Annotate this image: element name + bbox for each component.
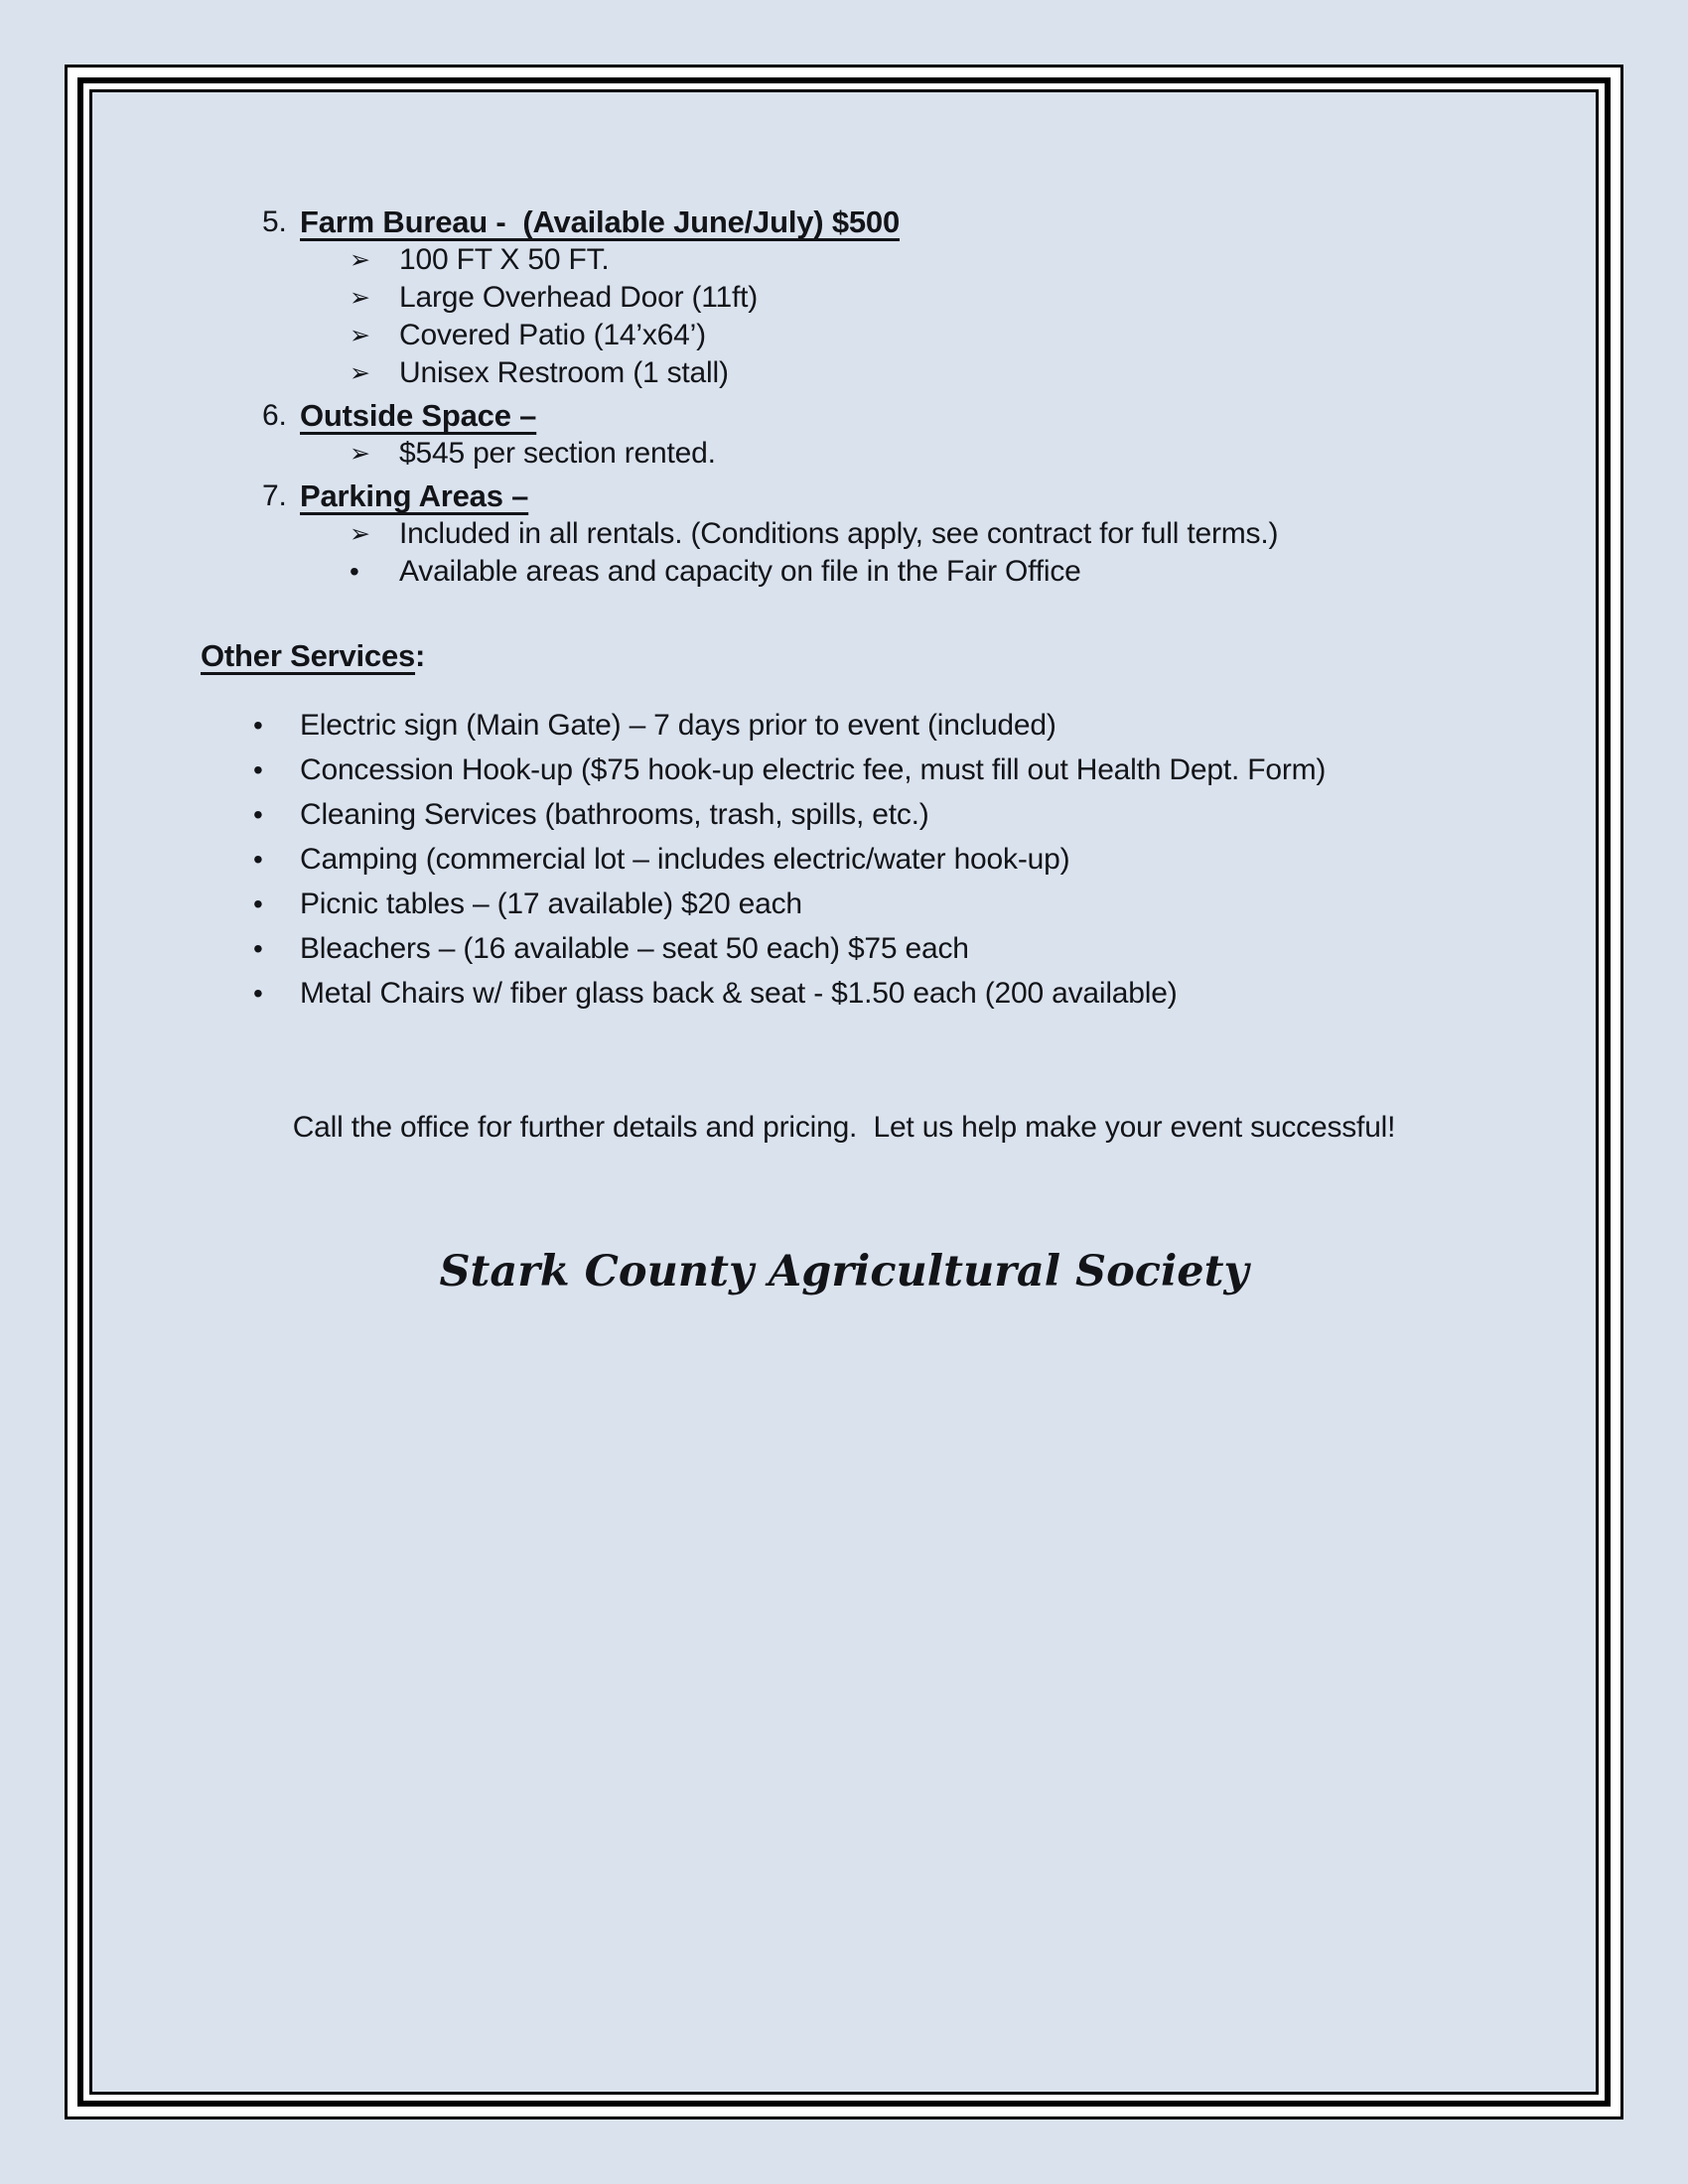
item-number: 6. <box>262 399 287 432</box>
bullet-text: 100 FT X 50 FT. <box>399 243 610 276</box>
arrow-bullet-icon: ➢ <box>350 359 370 387</box>
dot-bullet-icon: • <box>253 799 263 830</box>
bullet-text: Included in all rentals. (Conditions apply, see contract for full terms.) <box>399 517 1279 550</box>
page-border-outer <box>65 65 1623 2119</box>
other-service-item <box>253 971 1596 1016</box>
bullet-text: Covered Patio (14’x64’) <box>399 319 706 351</box>
rental-item-7 <box>262 478 1596 515</box>
arrow-bullet-icon: ➢ <box>350 284 370 312</box>
page-content <box>92 92 1596 2092</box>
item-number: 7. <box>262 479 287 512</box>
item-text: Electric sign (Main Gate) – 7 days prior to event (included) <box>300 709 1056 742</box>
item-text: Metal Chairs w/ fiber glass back & seat - $1.50 each (200 available) <box>300 977 1178 1010</box>
arrow-bullet-icon: ➢ <box>350 246 370 274</box>
rental-item-7-bullet <box>350 553 1596 591</box>
bullet-text: Large Overhead Door (11ft) <box>399 281 759 314</box>
item-text: Bleachers – (16 available – seat 50 each) $75 each <box>300 932 969 965</box>
dot-bullet-icon: • <box>253 978 263 1009</box>
dot-bullet-icon: • <box>253 933 263 964</box>
other-services-heading <box>201 637 1596 675</box>
rental-item-6 <box>262 397 1596 435</box>
item-title: Outside Space – <box>300 398 537 433</box>
dot-bullet-icon: • <box>350 556 359 587</box>
item-text: Concession Hook-up ($75 hook-up electric fee, must fill out Health Dept. Form) <box>300 753 1327 786</box>
organization-signature: Stark County Agricultural Society <box>439 1247 1249 1297</box>
call-to-action-text: Call the office for further details and pricing. Let us help make your event successful! <box>292 1111 1396 1144</box>
arrow-bullet-icon: ➢ <box>350 440 370 468</box>
dot-bullet-icon: • <box>253 710 263 741</box>
bullet-text: $545 per section rented. <box>399 437 716 470</box>
bullet-text: Available areas and capacity on file in the Fair Office <box>399 555 1081 588</box>
item-text: Cleaning Services (bathrooms, trash, spills, etc.) <box>300 798 929 831</box>
other-service-item <box>253 837 1596 882</box>
rental-item-5-bullet <box>350 317 1596 354</box>
item-text: Camping (commercial lot – includes electric/water hook-up) <box>300 843 1070 876</box>
bullet-text: Unisex Restroom (1 stall) <box>399 356 729 389</box>
arrow-bullet-icon: ➢ <box>350 520 370 548</box>
rental-item-5 <box>262 204 1596 241</box>
other-service-item <box>253 882 1596 926</box>
rental-item-7-bullet <box>350 515 1596 553</box>
other-service-item <box>253 792 1596 837</box>
section-title: Other Services <box>201 638 416 673</box>
other-service-item <box>253 748 1596 792</box>
rental-item-5-bullet <box>350 279 1596 317</box>
item-text: Picnic tables – (17 available) $20 each <box>300 887 802 920</box>
page-border-middle <box>77 77 1611 2107</box>
page-border-inner <box>89 89 1599 2095</box>
other-service-item <box>253 703 1596 748</box>
rental-item-5-bullet <box>350 241 1596 279</box>
rental-item-5-bullet <box>350 354 1596 392</box>
other-services-list <box>92 703 1596 1016</box>
other-service-item <box>253 926 1596 971</box>
item-title: Farm Bureau - (Available June/July) $500 <box>300 205 900 239</box>
dot-bullet-icon: • <box>253 844 263 875</box>
arrow-bullet-icon: ➢ <box>350 322 370 349</box>
section-title-colon: : <box>415 638 426 673</box>
item-number: 5. <box>262 205 287 238</box>
dot-bullet-icon: • <box>253 888 263 919</box>
dot-bullet-icon: • <box>253 754 263 785</box>
item-title: Parking Areas – <box>300 478 529 513</box>
rental-item-6-bullet <box>350 435 1596 473</box>
